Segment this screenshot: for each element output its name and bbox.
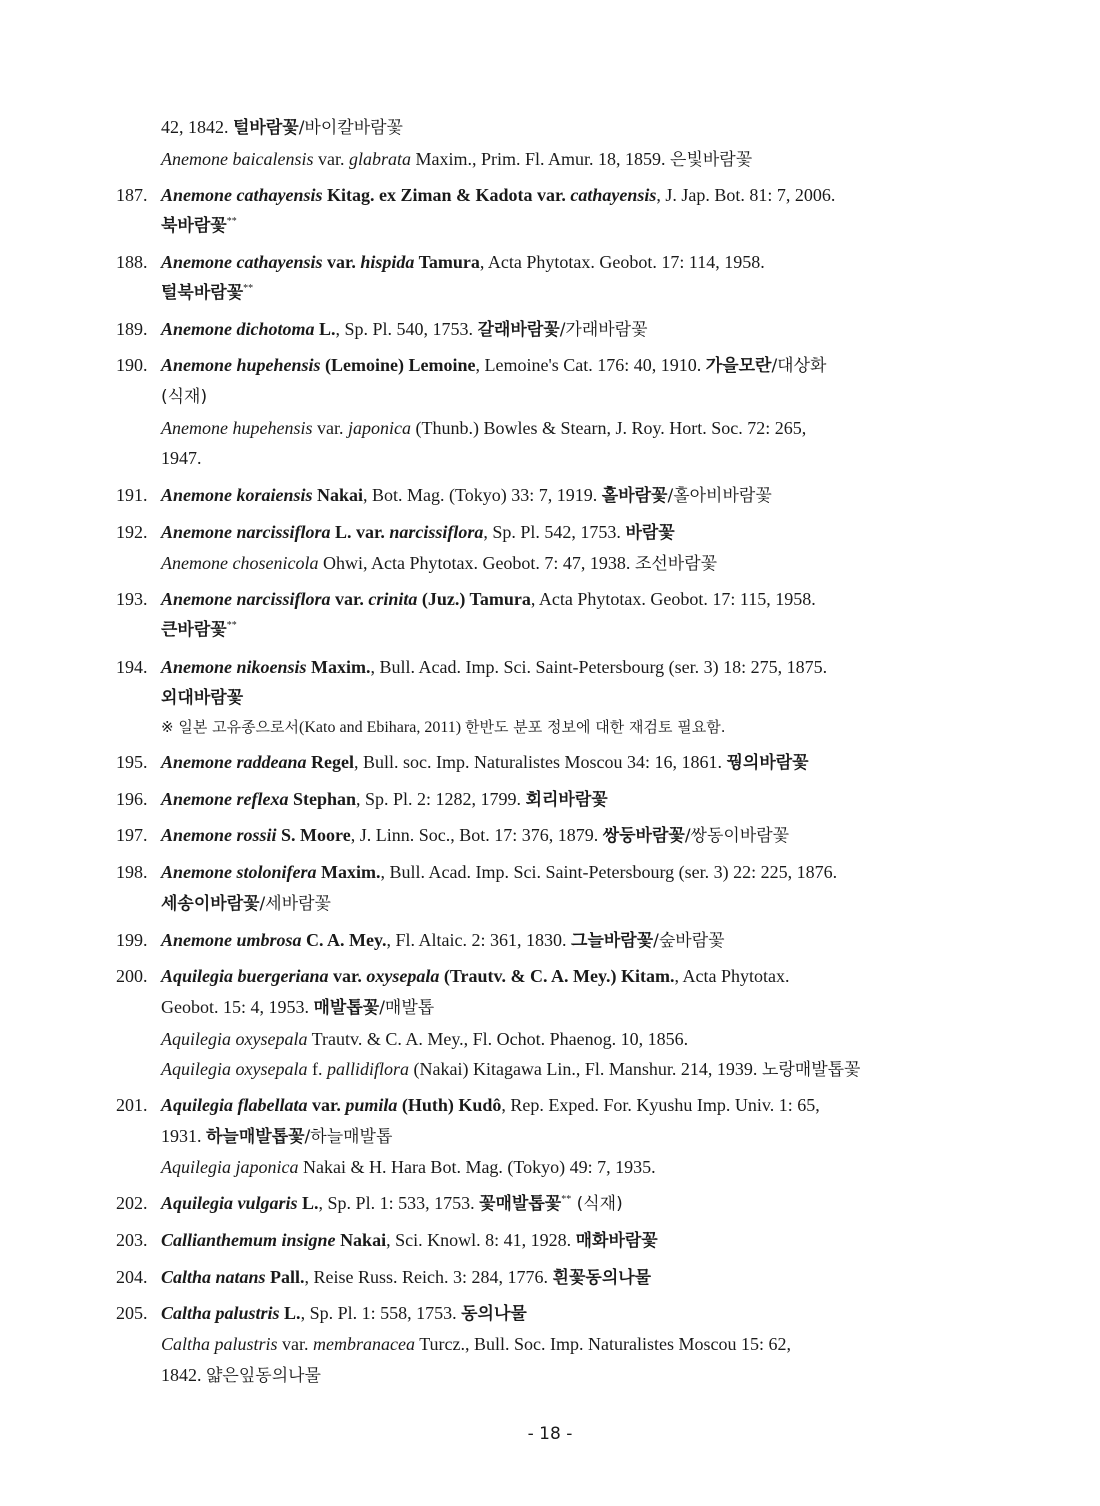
entry-number: 189.: [116, 319, 148, 339]
korean-name: 큰바람꽃: [161, 620, 227, 640]
text-segment: L.: [279, 1303, 301, 1323]
text-segment: , Sp. Pl. 540, 1753.: [335, 319, 478, 339]
text-segment: cathayensis: [570, 185, 657, 205]
text-segment: , Lemoine's Cat. 176: 40, 1910.: [475, 355, 706, 375]
text-segment: , J. Linn. Soc., Bot. 17: 376, 1879.: [350, 825, 603, 845]
text-line: [161, 788, 608, 811]
korean-text: /쌍동이바람꽃: [684, 826, 790, 846]
text-segment: var.: [277, 1334, 314, 1354]
entry-number: 202.: [116, 1193, 148, 1213]
text-segment: Aquilegia japonica: [161, 1157, 299, 1177]
text-segment: (Nakai) Kitagawa Lin., Fl. Manshur. 214, 1939.: [408, 1059, 762, 1079]
text-segment: var.: [313, 149, 349, 169]
korean-name: 동의나물: [461, 1304, 527, 1324]
text-segment: Anemone narcissiflora: [161, 589, 331, 609]
korean-text: /숲바람꽃: [653, 931, 725, 951]
text-segment: Tamura: [414, 252, 480, 272]
text-line: [161, 1156, 656, 1178]
text-line: [161, 588, 816, 610]
text-segment: var.: [328, 966, 367, 986]
text-segment: L.: [314, 319, 336, 339]
korean-name: 그늘바람꽃: [571, 931, 654, 951]
korean-text: /가래바람꽃: [559, 320, 648, 340]
entry-number: 201.: [116, 1095, 148, 1115]
korean-name: 꽃매발톱꽃: [479, 1194, 562, 1214]
text-segment: f.: [307, 1059, 327, 1079]
text-line: [161, 1229, 658, 1252]
text-segment: 1842.: [161, 1365, 206, 1385]
text-segment: Anemone koraiensis: [161, 485, 313, 505]
korean-text: (식재): [571, 1194, 623, 1214]
korean-name: 바람꽃: [625, 523, 675, 543]
text-segment: Anemone rossii: [161, 825, 277, 845]
korean-name: 회리바람꽃: [525, 790, 608, 810]
text-segment: , Acta Phytotax. Geobot. 17: 114, 1958.: [479, 252, 765, 272]
text-segment: var.: [322, 252, 361, 272]
text-line: [161, 618, 237, 641]
superscript-mark: **: [226, 620, 237, 631]
text-line: [161, 1364, 321, 1387]
text-segment: Aquilegia buergeriana: [161, 966, 329, 986]
text-line: [161, 1266, 651, 1289]
entry-number: 196.: [116, 789, 148, 809]
text-segment: Caltha palustris: [161, 1334, 278, 1354]
text-segment: Caltha palustris: [161, 1303, 280, 1323]
text-segment: Nakai & H. Hara Bot. Mag. (Tokyo) 49: 7, 1935.: [298, 1157, 656, 1177]
text-line: [161, 1094, 820, 1116]
text-line: [161, 385, 207, 408]
text-segment: , Acta Phytotax. Geobot. 17: 115, 1958.: [530, 589, 816, 609]
entry-number: 194.: [116, 657, 148, 677]
text-segment: var.: [312, 418, 348, 438]
text-line: [161, 251, 765, 273]
text-segment: , Fl. Altaic. 2: 361, 1830.: [386, 930, 572, 950]
text-segment: Anemone cathayensis: [161, 252, 323, 272]
text-line: [161, 281, 253, 304]
text-segment: Anemone umbrosa: [161, 930, 302, 950]
text-line: [161, 1125, 392, 1148]
korean-name: 가을모란: [705, 356, 772, 376]
text-line: [161, 824, 789, 847]
korean-name: 홀바람꽃: [601, 486, 668, 506]
entry-number: 187.: [116, 185, 148, 205]
korean-text: /대상화: [771, 356, 827, 376]
entry-number: 199.: [116, 930, 148, 950]
korean-name: 매발톱꽃: [313, 998, 380, 1018]
text-segment: Pall.: [265, 1267, 305, 1287]
text-segment: Maxim.: [316, 862, 381, 882]
text-line: [161, 861, 837, 883]
korean-text: /바이칼바람꽃: [298, 118, 403, 138]
text-segment: Geobot. 15: 4, 1953.: [161, 997, 314, 1017]
note-line: [161, 716, 726, 739]
text-line: [161, 184, 835, 206]
entry-number: 188.: [116, 252, 148, 272]
entry-number: 195.: [116, 752, 148, 772]
text-segment: Nakai: [312, 485, 364, 505]
korean-text: (식재): [161, 387, 208, 407]
text-segment: , Acta Phytotax.: [674, 966, 790, 986]
text-line: [161, 751, 809, 774]
text-segment: , Reise Russ. Reich. 3: 284, 1776.: [304, 1267, 553, 1287]
text-line: [161, 1333, 791, 1355]
text-segment: Caltha natans: [161, 1267, 266, 1287]
text-line: [161, 965, 790, 987]
text-segment: Kitag. ex Ziman & Kadota var.: [322, 185, 571, 205]
text-segment: L. var.: [330, 522, 390, 542]
entry-number: 190.: [116, 355, 148, 375]
text-segment: , Bull. Acad. Imp. Sci. Saint-Petersbourg (ser. 3) 18: 275, 1875.: [370, 657, 828, 677]
text-line: [161, 1028, 688, 1050]
text-segment: hispida: [360, 252, 415, 272]
text-segment: Anemone dichotoma: [161, 319, 315, 339]
korean-text: ※ 일본 고유종으로서: [161, 718, 300, 736]
korean-name: 갈래바람꽃: [477, 320, 560, 340]
korean-name: 하늘매발톱꽃: [206, 1127, 305, 1147]
text-segment: pumila: [345, 1095, 398, 1115]
text-segment: Anemone hupehensis: [161, 355, 321, 375]
text-line: [161, 318, 648, 341]
entry-number: 192.: [116, 522, 148, 542]
korean-text: 한반도 분포 정보에 대한 재검토 필요함.: [465, 718, 726, 736]
superscript-mark: **: [561, 1194, 572, 1205]
page-number: - 18 -: [527, 1424, 573, 1444]
text-line: [161, 1058, 860, 1081]
text-line: [161, 996, 434, 1019]
korean-name: 쌍둥바람꽃: [602, 826, 685, 846]
text-segment: L.: [297, 1193, 319, 1213]
text-segment: Ohwi, Acta Phytotax. Geobot. 7: 47, 1938.: [318, 553, 635, 573]
text-segment: Turcz., Bull. Soc. Imp. Naturalistes Moscou 15: 62,: [415, 1334, 792, 1354]
text-segment: , Bot. Mag. (Tokyo) 33: 7, 1919.: [363, 485, 602, 505]
text-segment: Aquilegia oxysepala: [161, 1029, 308, 1049]
text-segment: S. Moore: [276, 825, 351, 845]
text-segment: (Trautv. & C. A. Mey.) Kitam.: [439, 966, 675, 986]
text-segment: Anemone baicalensis: [161, 149, 314, 169]
korean-name: 흰꽃동의나물: [552, 1268, 652, 1288]
text-segment: Anemone hupehensis: [161, 418, 313, 438]
text-segment: Aquilegia oxysepala: [161, 1059, 308, 1079]
text-segment: 1931.: [161, 1126, 206, 1146]
superscript-mark: **: [243, 283, 254, 294]
text-segment: , J. Jap. Bot. 81: 7, 2006.: [656, 185, 836, 205]
text-segment: narcissiflora: [389, 522, 484, 542]
text-line: [161, 148, 752, 171]
text-segment: Aquilegia flabellata: [161, 1095, 308, 1115]
text-segment: (Juz.) Tamura: [417, 589, 531, 609]
text-segment: , Bull. soc. Imp. Naturalistes Moscou 34: 16, 1861.: [354, 752, 727, 772]
korean-name: 매화바람꽃: [575, 1231, 658, 1251]
text-line: [161, 1192, 623, 1215]
entry-number: 204.: [116, 1267, 148, 1287]
text-segment: , Sp. Pl. 1: 533, 1753.: [318, 1193, 480, 1213]
text-segment: Anemone cathayensis: [161, 185, 323, 205]
text-line: [161, 552, 717, 575]
text-line: [161, 116, 403, 139]
text-segment: Anemone raddeana: [161, 752, 307, 772]
text-segment: Anemone narcissiflora: [161, 522, 331, 542]
text-segment: , Sp. Pl. 1: 558, 1753.: [300, 1303, 462, 1323]
entry-number: 193.: [116, 589, 148, 609]
text-segment: , Sp. Pl. 542, 1753.: [483, 522, 626, 542]
text-segment: membranacea: [313, 1334, 416, 1354]
text-segment: , Bull. Acad. Imp. Sci. Saint-Petersbourg (ser. 3) 22: 225, 1876.: [380, 862, 838, 882]
text-line: [161, 686, 243, 709]
text-segment: Trautv. & C. A. Mey., Fl. Ochot. Phaenog. 10, 1856.: [307, 1029, 689, 1049]
text-line: [161, 929, 725, 952]
korean-name: 꿩의바람꽃: [726, 753, 809, 773]
text-segment: (Thunb.) Bowles & Stearn, J. Roy. Hort. Soc. 72: 265,: [410, 418, 807, 438]
text-segment: japonica: [347, 418, 411, 438]
korean-name: 털북바람꽃: [161, 283, 244, 303]
korean-name: 외대바람꽃: [161, 688, 244, 708]
text-line: [161, 447, 202, 469]
korean-text: /세바람꽃: [259, 894, 331, 914]
text-segment: (Huth) Kudô: [397, 1095, 502, 1115]
entry-number: 200.: [116, 966, 148, 986]
text-line: [161, 1302, 527, 1325]
text-segment: crinita: [368, 589, 418, 609]
text-line: [161, 417, 806, 439]
korean-text: 얇은잎동의나물: [206, 1366, 321, 1386]
text-segment: oxysepala: [366, 966, 440, 986]
entry-number: 198.: [116, 862, 148, 882]
superscript-mark: **: [226, 216, 237, 227]
text-segment: (Lemoine) Lemoine: [320, 355, 476, 375]
korean-text: /홀아비바람꽃: [667, 486, 772, 506]
text-line: [161, 892, 331, 915]
text-segment: var.: [307, 1095, 346, 1115]
text-segment: , Rep. Exped. For. Kyushu Imp. Univ. 1: 65,: [501, 1095, 820, 1115]
text-line: [161, 214, 237, 237]
text-line: [161, 521, 675, 544]
text-segment: Callianthemum insigne: [161, 1230, 336, 1250]
text-segment: , Sp. Pl. 2: 1282, 1799.: [356, 789, 526, 809]
korean-text: 조선바람꽃: [634, 554, 718, 574]
text-segment: Stephan: [288, 789, 357, 809]
text-segment: Anemone stolonifera: [161, 862, 317, 882]
korean-text: 은빛바람꽃: [670, 150, 753, 170]
text-segment: 1947.: [161, 448, 202, 468]
entry-number: 197.: [116, 825, 148, 845]
text-line: [161, 354, 826, 377]
korean-text: /하늘매발톱: [304, 1127, 393, 1147]
korean-text: /매발톱: [379, 998, 435, 1018]
entry-number: 191.: [116, 485, 148, 505]
text-segment: (Kato and Ebihara, 2011): [299, 719, 466, 736]
text-segment: Aquilegia vulgaris: [161, 1193, 298, 1213]
text-segment: Anemone nikoensis: [161, 657, 307, 677]
entry-number: 205.: [116, 1303, 148, 1323]
korean-text: 노랑매발톱꽃: [761, 1060, 861, 1080]
text-segment: 42, 1842.: [161, 117, 233, 137]
text-line: [161, 656, 827, 678]
korean-name: 북바람꽃: [161, 216, 227, 236]
entry-number: 203.: [116, 1230, 148, 1250]
text-segment: Regel: [306, 752, 354, 772]
text-segment: Nakai: [335, 1230, 387, 1250]
text-segment: , Sci. Knowl. 8: 41, 1928.: [386, 1230, 576, 1250]
text-segment: Maxim., Prim. Fl. Amur. 18, 1859.: [410, 149, 671, 169]
text-segment: C. A. Mey.: [301, 930, 387, 950]
text-line: [161, 484, 772, 507]
text-segment: Anemone chosenicola: [161, 553, 319, 573]
text-segment: glabrata: [348, 149, 411, 169]
text-segment: pallidiflora: [326, 1059, 409, 1079]
korean-name: 털바람꽃: [233, 118, 299, 138]
korean-name: 세송이바람꽃: [161, 894, 260, 914]
text-segment: Maxim.: [306, 657, 371, 677]
text-segment: Anemone reflexa: [161, 789, 289, 809]
text-segment: var.: [330, 589, 369, 609]
